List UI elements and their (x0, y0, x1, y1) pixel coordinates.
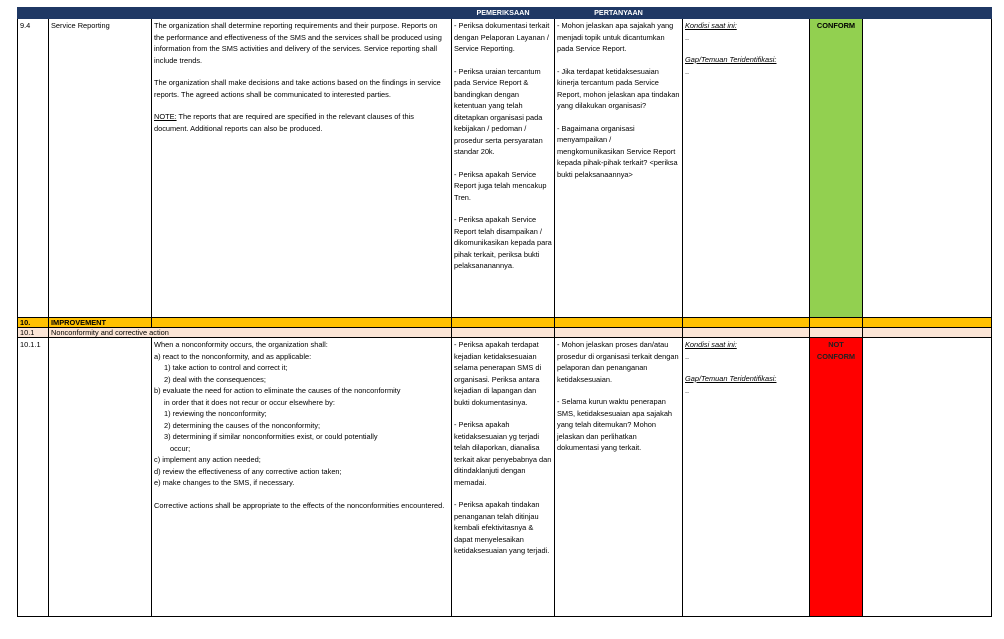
note-text: The reports that are required are specified in the relevant clauses of this document. Additional reports can also be produced. (154, 112, 416, 133)
header-cell-pemeriksaan[interactable]: PEMERIKSAAN (452, 8, 555, 19)
kondisi-label: Kondisi saat ini: (685, 21, 737, 30)
header-cell-pertanyaan[interactable]: PERTANYAAN (555, 8, 683, 19)
pertanyaan-item: - Selama kurun waktu penerapan SMS, ketidaksesuaian apa sajakah yang telah ditemukan? Mohon jelaskan dan perlihatkan dokumentasi yang terkait. (557, 397, 675, 452)
pemeriksaan-cell[interactable] (452, 338, 555, 617)
gap-label: Gap/Temuan Teridentifikasi: (685, 374, 777, 383)
pemeriksaan-item: - Periksa apakah Service Report juga telah mencakup Tren. (454, 169, 549, 202)
pertanyaan-cell[interactable] (555, 338, 683, 617)
section-row-10 (18, 318, 992, 328)
section-fill[interactable] (555, 318, 683, 328)
clause-title-cell[interactable] (49, 338, 152, 617)
clause-title-cell[interactable]: Service Reporting (49, 19, 152, 318)
pemeriksaan-item: - Periksa apakah Service Report telah disampaikan / dikomunikasikan kepada para pihak terkait, periksa bukti pelaksananannya. (454, 215, 554, 270)
requirement-line: c) implement any action needed; (154, 455, 261, 464)
spacer (685, 362, 807, 373)
section-title[interactable]: IMPROVEMENT (49, 318, 152, 328)
section-fill[interactable] (810, 328, 863, 338)
pemeriksaan-item: - Periksa apakah terdapat kejadian ketidaksesuaian selama penerapan SMS di organisasi. Periksa antara kejadian di lapangan dan bukti dokumentasinya. (454, 340, 544, 407)
clause-number-cell[interactable]: 10.1.1 (18, 338, 49, 617)
header-cell-status[interactable] (810, 8, 863, 19)
requirement-line: b) evaluate the need for action to eliminate the causes of the nonconformity (154, 386, 401, 395)
requirement-line: occur; (170, 443, 191, 453)
note-label: NOTE: (154, 112, 177, 121)
pemeriksaan-item: - Periksa uraian tercantum pada Service Report & bandingkan dengan ketentuan yang telah ditetapkan organisasi pada kebijakan / pedoman / prosedur serta persyaratan standar 20k. (454, 66, 545, 156)
requirement-line: d) review the effectiveness of any corrective action taken; (154, 466, 342, 476)
pemeriksaan-item: - Periksa dokumentasi terkait dengan Pelaporan Layanan / Service Reporting. (454, 21, 552, 53)
requirement-line: 1) reviewing the nonconformity; (164, 409, 267, 418)
kondisi-value: .. (685, 351, 690, 361)
section-fill[interactable] (452, 318, 555, 328)
section-fill[interactable] (683, 318, 810, 328)
header-cell-requirement[interactable] (152, 8, 452, 19)
kondisi-value: .. (685, 32, 690, 42)
header-cell-findings[interactable] (683, 8, 810, 19)
notes-cell[interactable] (863, 19, 992, 318)
requirement-line: in order that it does not recur or occur elsewhere by: (164, 397, 335, 407)
section-fill[interactable] (555, 328, 683, 338)
status-badge-not-conform[interactable] (810, 338, 863, 617)
requirement-line: 2) deal with the consequences; (164, 374, 266, 384)
pertanyaan-item: - Jika terdapat ketidaksesuaian kinerja tercantum pada Service Report, mohon jelaskan apa tindakan yang dilakukan organisasi? (557, 66, 682, 110)
requirement-paragraph: The organization shall make decisions and take actions based on the findings in service reports. The agreed actions shall be communicated to interested parties. (154, 78, 443, 99)
status-line: NOT (828, 340, 844, 349)
requirement-closing: Corrective actions shall be appropriate to the effects of the nonconformities encountered. (154, 500, 445, 510)
section-row-10-1 (18, 328, 992, 338)
spacer (685, 43, 807, 54)
requirement-line: 1) take action to control and correct it; (164, 363, 288, 372)
requirement-line: 3) determining if similar nonconformities exist, or could potentially (164, 432, 378, 441)
table-row-10-1-1 (18, 338, 992, 617)
spacer (154, 489, 449, 500)
pertanyaan-item: - Mohon jelaskan apa sajakah yang menjadi topik untuk dicantumkan pada Service Report. (557, 21, 676, 53)
section-fill[interactable] (683, 328, 810, 338)
section-fill[interactable] (863, 328, 992, 338)
pemeriksaan-item: - Periksa apakah tindakan penanganan telah ditinjau kembali efektivitasnya & dapat menyelesaikan ketidaksesuaian yang terjadi. (454, 500, 550, 555)
clause-number-cell[interactable]: 9.4 (18, 19, 49, 318)
requirement-cell[interactable] (152, 338, 452, 617)
subsection-title[interactable]: Nonconformity and corrective action (49, 328, 452, 338)
findings-cell[interactable] (683, 338, 810, 617)
subsection-number[interactable]: 10.1 (18, 328, 49, 338)
requirement-line: e) make changes to the SMS, if necessary. (154, 478, 295, 487)
header-cell-notes[interactable] (863, 8, 992, 19)
header-cell-clause[interactable] (18, 8, 49, 19)
gap-value: .. (685, 66, 690, 76)
findings-cell[interactable] (683, 19, 810, 318)
section-fill[interactable] (452, 328, 555, 338)
header-cell-title[interactable] (49, 8, 152, 19)
section-number[interactable]: 10. (18, 318, 49, 328)
section-fill[interactable] (810, 318, 863, 328)
requirement-line: a) react to the nonconformity, and as applicable: (154, 351, 312, 361)
requirement-paragraph: The organization shall determine reporting requirements and their purpose. Reports on the performance and effectiveness of the SMS and the services shall be produced using information from the SMS activities and delivery of the services. Service reporting shall include trends. (154, 21, 444, 65)
requirement-cell[interactable] (152, 19, 452, 318)
pertanyaan-item: - Mohon jelaskan proses dan/atau prosedur di organisasi terkait dengan pelaporan dan penanganan ketidaksesuaian. (557, 340, 681, 384)
requirement-line: When a nonconformity occurs, the organization shall: (154, 340, 328, 349)
header-row (18, 8, 992, 19)
status-badge-conform[interactable]: CONFORM (810, 19, 863, 318)
notes-cell[interactable] (863, 338, 992, 617)
requirement-note (154, 111, 449, 134)
table-row-9-4 (18, 19, 992, 318)
requirement-line: 2) determining the causes of the nonconformity; (164, 420, 321, 430)
gap-value: .. (685, 385, 690, 395)
section-fill[interactable] (863, 318, 992, 328)
kondisi-label: Kondisi saat ini: (685, 340, 737, 349)
pertanyaan-item: - Bagaimana organisasi menyampaikan / mengkomunikasikan Service Report kepada pihak-pihak terkait? <periksa bukti pelaksanaannya> (557, 123, 680, 179)
gap-label: Gap/Temuan Teridentifikasi: (685, 55, 777, 64)
pemeriksaan-cell[interactable] (452, 19, 555, 318)
pertanyaan-cell[interactable] (555, 19, 683, 318)
pemeriksaan-item: - Periksa apakah ketidaksesuaian yg terjadi telah dilaporkan, dianalisa terkait akar penyebabnya dan ditindaklanjuti dengan memadai. (454, 420, 554, 487)
status-line: CONFORM (816, 351, 856, 361)
audit-checklist-table (17, 7, 992, 617)
section-fill[interactable] (152, 318, 452, 328)
